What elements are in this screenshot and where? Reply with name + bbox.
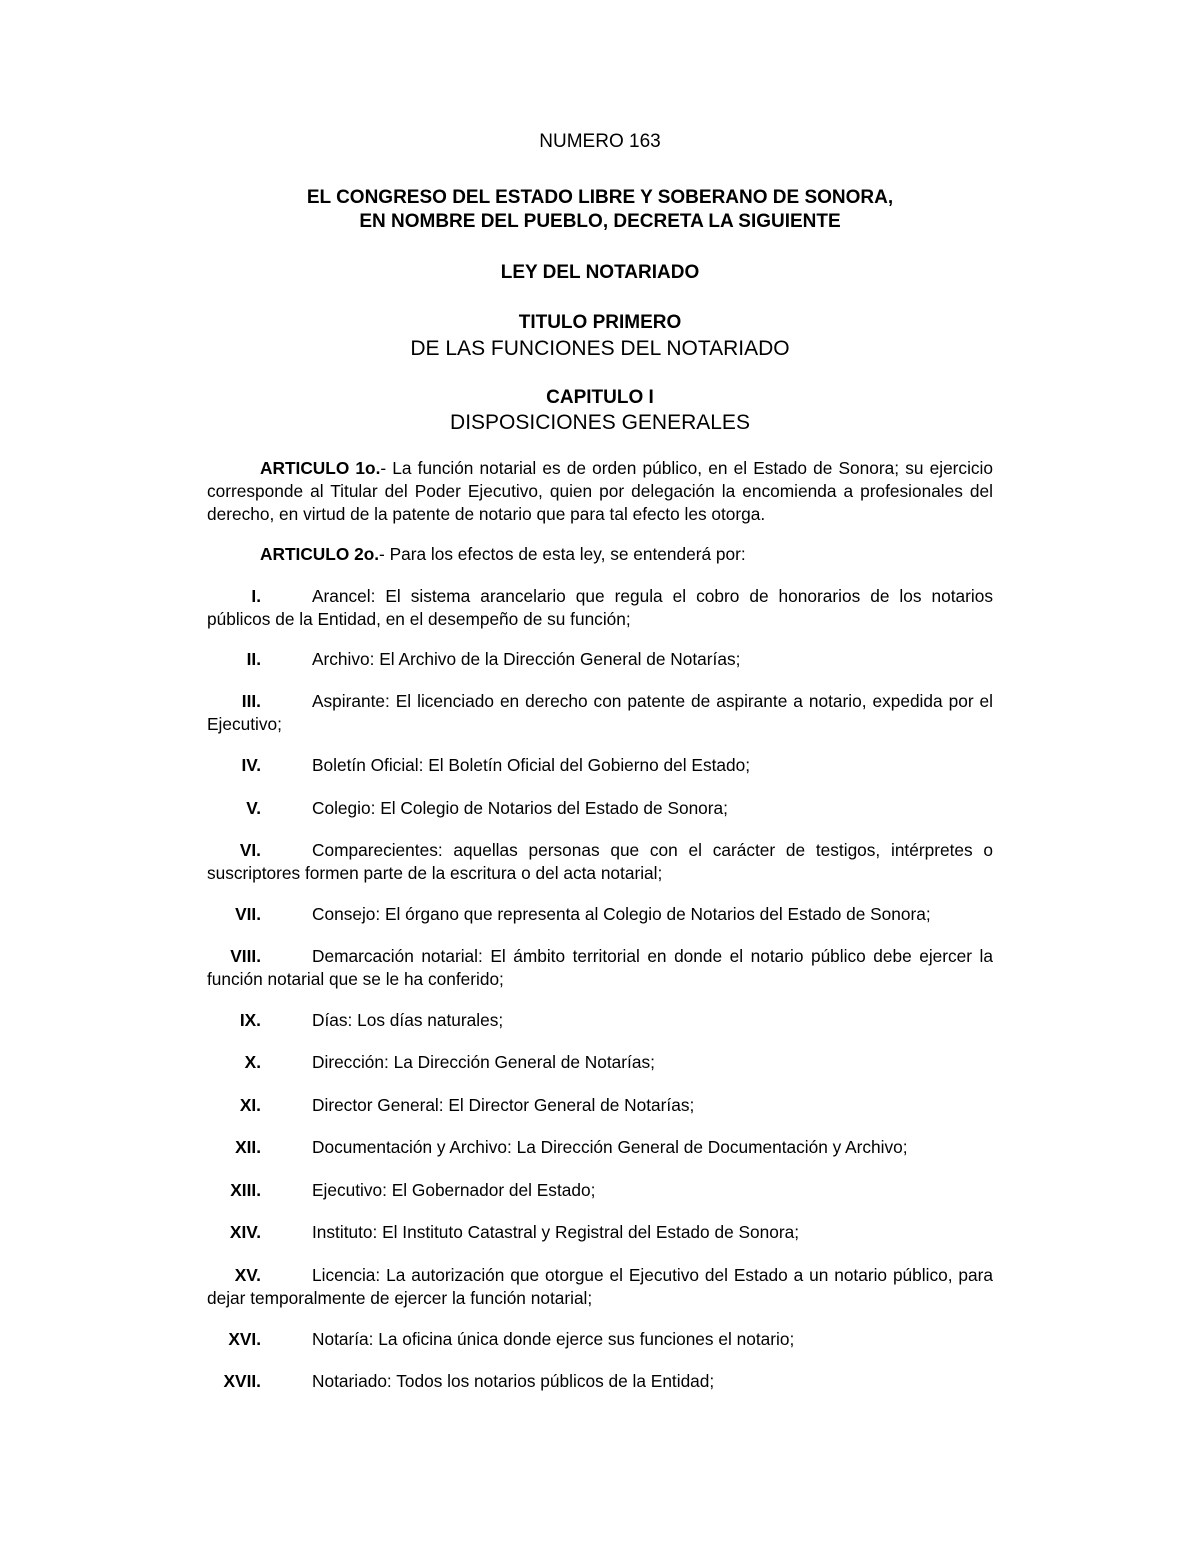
heading-line-2: EN NOMBRE DEL PUEBLO, DECRETA LA SIGUIENTE: [359, 211, 841, 232]
definition-text: Boletín Oficial: El Boletín Oficial del Gobierno del Estado;: [312, 755, 751, 775]
definition-text: Consejo: El órgano que representa al Colegio de Notarios del Estado de Sonora;: [312, 904, 931, 924]
definition-item: [207, 585, 993, 631]
definition-numeral: XIII.: [230, 1180, 261, 1200]
definition-text: Arancel: El sistema arancelario que regula el cobro de honorarios de los notarios públicos de la Entidad, en el desempeño de su función;: [207, 586, 993, 629]
definition-numeral: V.: [246, 798, 261, 818]
definition-numeral: XVII.: [223, 1371, 261, 1391]
definition-item: [207, 1328, 993, 1351]
definition-text: Licencia: La autorización que otorgue el Ejecutivo del Estado a un notario público, para dejar temporalmente de ejercer la función notarial;: [207, 1265, 993, 1308]
article-label: ARTICULO 2o.: [260, 544, 380, 564]
definition-item: [207, 1264, 993, 1310]
article-text: - Para los efectos de esta ley, se entenderá por:: [379, 544, 746, 564]
article-1: [207, 457, 993, 526]
definition-item: [207, 648, 993, 671]
definition-numeral: IX.: [239, 1010, 261, 1030]
article-2: [207, 543, 993, 566]
definition-item: [207, 945, 993, 991]
definition-text: Notariado: Todos los notarios públicos de la Entidad;: [312, 1371, 715, 1391]
definition-numeral: VI.: [239, 840, 261, 860]
definition-text: Demarcación notarial: El ámbito territorial en donde el notario público debe ejercer la función notarial que se le ha conferido;: [207, 946, 993, 989]
definition-text: Días: Los días naturales;: [312, 1010, 504, 1030]
definition-text: Aspirante: El licenciado en derecho con patente de aspirante a notario, expedida por el Ejecutivo;: [207, 691, 993, 734]
definition-text: Instituto: El Instituto Catastral y Registral del Estado de Sonora;: [312, 1222, 800, 1242]
definition-numeral: XIV.: [229, 1222, 261, 1242]
definition-numeral: II.: [246, 649, 261, 669]
definition-numeral: VIII.: [230, 946, 261, 966]
definition-item: [207, 1051, 993, 1074]
definition-item: [207, 797, 993, 820]
definition-item: [207, 1370, 993, 1393]
definition-text: Documentación y Archivo: La Dirección General de Documentación y Archivo;: [312, 1137, 908, 1157]
definition-numeral: IV.: [241, 755, 261, 775]
definition-item: [207, 690, 993, 736]
chapter-heading: CAPITULO I: [546, 387, 654, 408]
article-label: ARTICULO 1o.: [260, 458, 381, 478]
definition-text: Ejecutivo: El Gobernador del Estado;: [312, 1180, 596, 1200]
definition-item: [207, 1136, 993, 1159]
definition-item: [207, 1009, 993, 1032]
article-text: - La función notarial es de orden público, en el Estado de Sonora; su ejercicio corresponde al Titular del Poder Ejecutivo, quien por delegación la encomienda a profesionales del derecho, en virtud de la patente de notario que para tal efecto les otorga.: [207, 458, 994, 524]
definition-item: [207, 903, 993, 926]
definition-numeral: XI.: [239, 1095, 261, 1115]
definition-numeral: I.: [251, 586, 261, 606]
chapter-subheading: DISPOSICIONES GENERALES: [450, 411, 750, 434]
definition-numeral: XV.: [234, 1265, 261, 1285]
definition-text: Comparecientes: aquellas personas que con el carácter de testigos, intérpretes o suscriptores formen parte de la escritura o del acta notarial;: [207, 840, 993, 883]
definition-numeral: VII.: [235, 904, 261, 924]
definition-text: Dirección: La Dirección General de Notarías;: [312, 1052, 655, 1072]
definition-item: [207, 839, 993, 885]
definition-text: Notaría: La oficina única donde ejerce sus funciones el notario;: [312, 1329, 795, 1349]
decree-number: NUMERO 163: [539, 131, 661, 152]
definition-item: [207, 1221, 993, 1244]
definition-item: [207, 754, 993, 777]
definition-text: Colegio: El Colegio de Notarios del Estado de Sonora;: [312, 798, 728, 818]
definition-item: [207, 1094, 993, 1117]
definition-numeral: XVI.: [228, 1329, 261, 1349]
definition-numeral: III.: [241, 691, 261, 711]
title-heading: TITULO PRIMERO: [518, 312, 682, 333]
definition-numeral: XII.: [235, 1137, 261, 1157]
heading-line-1: EL CONGRESO DEL ESTADO LIBRE Y SOBERANO DE SONORA,: [306, 187, 894, 208]
definition-item: [207, 1179, 993, 1202]
law-title: LEY DEL NOTARIADO: [500, 262, 700, 283]
title-subheading: DE LAS FUNCIONES DEL NOTARIADO: [410, 337, 790, 360]
definition-text: Archivo: El Archivo de la Dirección General de Notarías;: [312, 649, 741, 669]
definition-text: Director General: El Director General de Notarías;: [312, 1095, 695, 1115]
definition-numeral: X.: [244, 1052, 261, 1072]
